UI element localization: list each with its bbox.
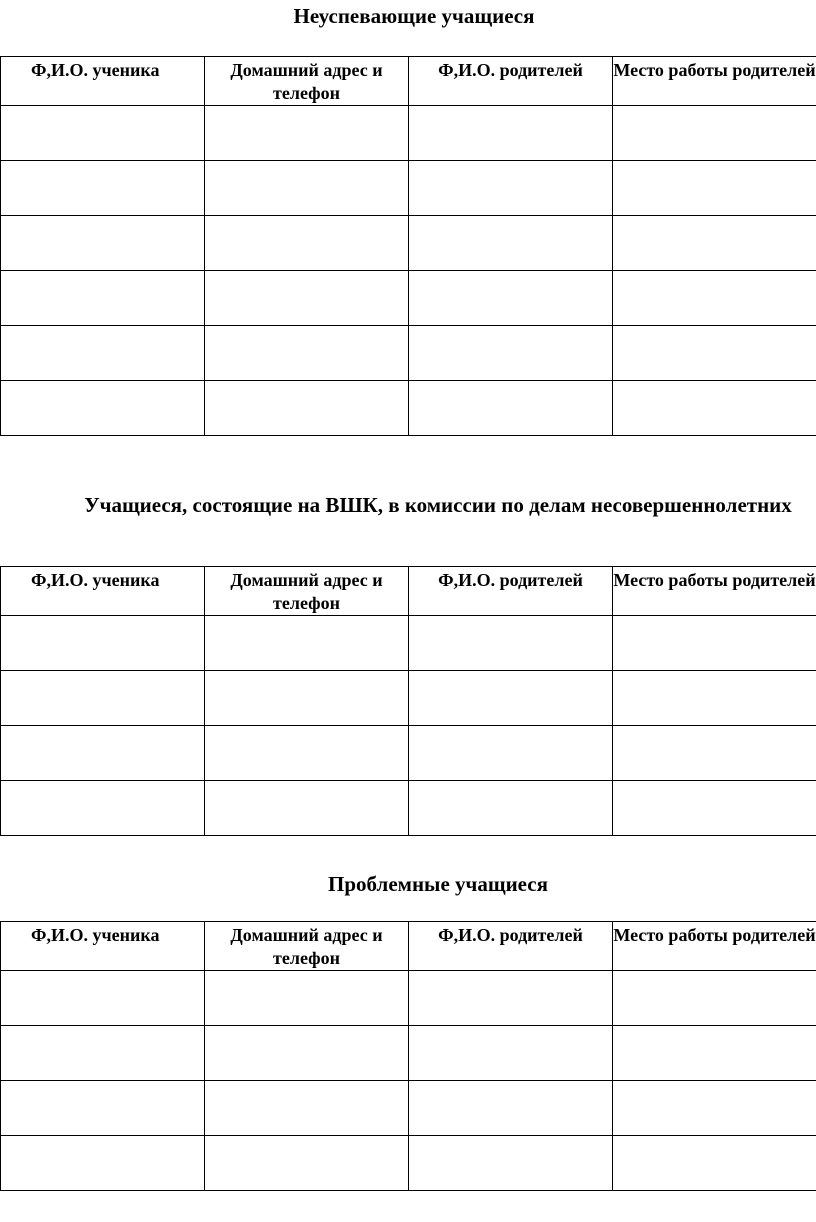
cell-parents-name: [409, 1136, 613, 1191]
cell-student-name: [1, 216, 205, 271]
failing-students-table: [0, 56, 816, 436]
cell-student-name: [1, 1026, 205, 1081]
header-student-name: Ф,И.О. ученика: [1, 922, 205, 971]
header-parents-workplace: Место работы родителей: [613, 922, 816, 971]
cell-student-name: [1, 971, 205, 1026]
cell-parents-workplace: [613, 671, 816, 726]
table-row: [1, 616, 816, 671]
table-header-row: [1, 567, 816, 616]
table-header-row: [1, 57, 816, 106]
cell-parents-workplace: [613, 1136, 816, 1191]
cell-parents-name: [409, 106, 613, 161]
cell-parents-name: [409, 971, 613, 1026]
registered-students-table: [0, 566, 816, 836]
header-parents-workplace: Место работы родителей: [613, 57, 816, 106]
problem-students-table: [0, 921, 816, 1191]
cell-parents-workplace: [613, 1081, 816, 1136]
section-title-registered-students: Учащиеся, состоящие на ВШК, в комиссии по делам несовершеннолетних: [84, 493, 792, 517]
header-address-phone: Домашний адрес и телефон: [205, 57, 409, 106]
cell-address-phone: [205, 1136, 409, 1191]
cell-student-name: [1, 1081, 205, 1136]
cell-address-phone: [205, 671, 409, 726]
header-student-name: Ф,И.О. ученика: [1, 567, 205, 616]
cell-parents-name: [409, 726, 613, 781]
cell-student-name: [1, 671, 205, 726]
cell-parents-workplace: [613, 161, 816, 216]
cell-parents-name: [409, 216, 613, 271]
cell-parents-name: [409, 671, 613, 726]
section-title-failing-students: Неуспевающие учащиеся: [293, 4, 535, 28]
header-student-name: Ф,И.О. ученика: [1, 57, 205, 106]
cell-parents-name: [409, 1081, 613, 1136]
table-row: [1, 726, 816, 781]
table-row: [1, 1026, 816, 1081]
cell-address-phone: [205, 726, 409, 781]
cell-student-name: [1, 326, 205, 381]
cell-parents-workplace: [613, 381, 816, 436]
cell-student-name: [1, 106, 205, 161]
header-parents-name: Ф,И.О. родителей: [409, 567, 613, 616]
cell-address-phone: [205, 271, 409, 326]
header-parents-name: Ф,И.О. родителей: [409, 57, 613, 106]
cell-student-name: [1, 271, 205, 326]
cell-address-phone: [205, 1026, 409, 1081]
cell-address-phone: [205, 216, 409, 271]
table-row: [1, 381, 816, 436]
cell-parents-name: [409, 1026, 613, 1081]
table-row: [1, 781, 816, 836]
cell-parents-workplace: [613, 106, 816, 161]
cell-parents-workplace: [613, 326, 816, 381]
cell-address-phone: [205, 781, 409, 836]
header-address-phone: Домашний адрес и телефон: [205, 922, 409, 971]
cell-address-phone: [205, 971, 409, 1026]
header-address-phone: Домашний адрес и телефон: [205, 567, 409, 616]
cell-parents-workplace: [613, 781, 816, 836]
cell-parents-name: [409, 326, 613, 381]
cell-address-phone: [205, 1081, 409, 1136]
cell-address-phone: [205, 161, 409, 216]
cell-student-name: [1, 781, 205, 836]
table-row: [1, 1081, 816, 1136]
cell-address-phone: [205, 616, 409, 671]
cell-student-name: [1, 616, 205, 671]
table-row: [1, 106, 816, 161]
cell-parents-name: [409, 271, 613, 326]
header-parents-workplace: Место работы родителей: [613, 567, 816, 616]
table-row: [1, 161, 816, 216]
cell-address-phone: [205, 106, 409, 161]
cell-parents-workplace: [613, 216, 816, 271]
table-row: [1, 971, 816, 1026]
table-row: [1, 271, 816, 326]
cell-parents-name: [409, 161, 613, 216]
cell-address-phone: [205, 326, 409, 381]
cell-parents-workplace: [613, 271, 816, 326]
cell-parents-workplace: [613, 726, 816, 781]
table-row: [1, 326, 816, 381]
cell-parents-name: [409, 381, 613, 436]
cell-parents-name: [409, 616, 613, 671]
cell-student-name: [1, 161, 205, 216]
cell-parents-workplace: [613, 1026, 816, 1081]
cell-student-name: [1, 381, 205, 436]
cell-student-name: [1, 726, 205, 781]
section-title-problem-students: Проблемные учащиеся: [328, 872, 548, 896]
table-row: [1, 216, 816, 271]
cell-student-name: [1, 1136, 205, 1191]
cell-parents-name: [409, 781, 613, 836]
cell-parents-workplace: [613, 971, 816, 1026]
table-row: [1, 671, 816, 726]
cell-address-phone: [205, 381, 409, 436]
header-parents-name: Ф,И.О. родителей: [409, 922, 613, 971]
table-header-row: [1, 922, 816, 971]
cell-parents-workplace: [613, 616, 816, 671]
table-row: [1, 1136, 816, 1191]
